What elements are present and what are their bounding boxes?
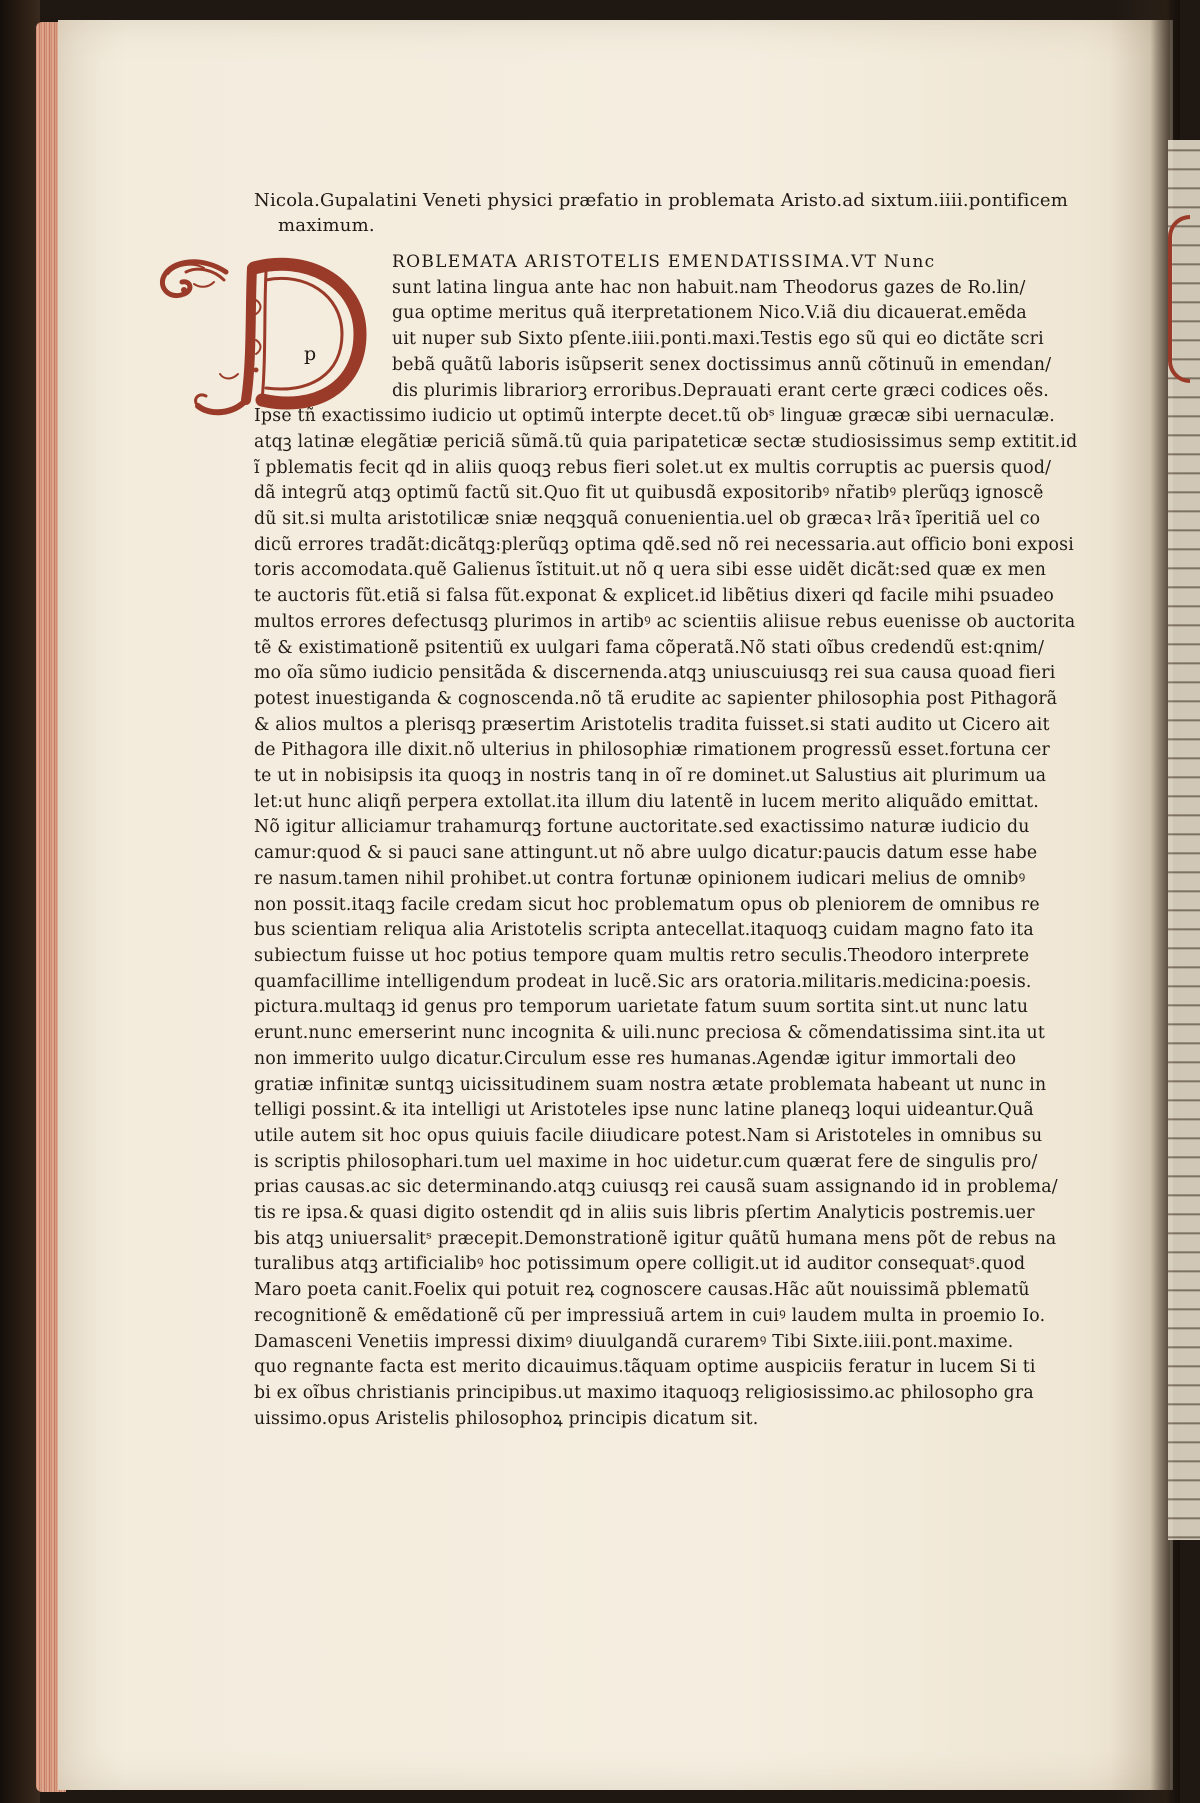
- text-line: tis re ipsa.& quasi digito ostendit qd in aliis suis libris pſertim Analyticis postremis.uer: [254, 1203, 1035, 1224]
- text-line: ROBLEMATA ARISTOTELIS EMENDATISSIMA.VT Nunc: [392, 252, 936, 272]
- text-line: turalibus atqꝫ artificialibꝰ hoc potissimum opere colligit.ut id auditor consequatˢ.quod: [254, 1254, 1026, 1275]
- text-line: Maro poeta canit.Foelix qui potuit reꝝ cognoscere causas.Hãc aũt nouissimã pblematũ: [254, 1280, 1030, 1301]
- text-line: pictura.multaqꝫ id genus pro temporum uarietate fatum suum sortita sint.ut nunc latu: [254, 997, 1029, 1018]
- facing-page-initial: [1168, 215, 1190, 383]
- preface-heading-continued: maximum.: [278, 215, 375, 236]
- text-line: non immerito uulgo dicatur.Circulum esse res humanas.Agendæ igitur immortali deo: [254, 1048, 1017, 1069]
- text-line: Damasceni Venetiis impressi diximꝰ diuulgandã curaremꝰ Tibi Sixte.iiii.pont.maxime.: [254, 1331, 1014, 1352]
- text-line: mo oĩa sũmo iudicio pensitãda & discernenda.atqꝫ uniuscuiusqꝫ rei sua causa quoad fieri: [254, 663, 1056, 684]
- text-line: te auctoris fũt.etiã si falsa fũt.exponat & explicet.id libẽtius dixeri qd facile mihi psuadeo: [254, 586, 1055, 607]
- text-line: let:ut hunc aliqñ perpera extollat.ita illum diu latentẽ in lucem merito aliquãdo emittat.: [254, 791, 1039, 812]
- text-line: is scriptis philosophari.tum uel maxime in hoc uidetur.cum quærat fere de singulis pro/: [254, 1151, 1038, 1172]
- text-line: dũ sit.si multa aristotilicæ sniæ neqꝫquã conuenientia.uel ob græcaꝛ lrãꝛ ĩperitiã uel co: [254, 509, 1041, 530]
- text-line: uissimo.opus Aristelis philosophoꝝ principis dicatum sit.: [254, 1408, 759, 1429]
- text-line: quo regnante facta est merito dicauimus.tãquam optime auspiciis feratur in lucem Si ti: [254, 1357, 1036, 1378]
- text-line: dicũ errores tradãt:dicãtqꝫ:plerũqꝫ optima qdẽ.sed nõ rei necessaria.aut officio boni exposi: [254, 534, 1074, 555]
- text-line: bis atqꝫ uniuersalitˢ præcepit.Demonstrationẽ igitur quãtũ humana mens põt de rebus na: [254, 1228, 1057, 1249]
- text-line: bus scientiam reliqua alia Aristotelis scripta antecellat.itaquoqꝫ cuidam magno fato ita: [254, 920, 1034, 941]
- text-line: de Pithagora ille dixit.nõ ulterius in philosophiæ rimationem progressũ esset.fortuna cer: [254, 740, 1050, 761]
- text-line: bi ex oĩbus christianis principibus.ut maximo itaquoqꝫ religiosissimo.ac philosopho gra: [254, 1382, 1034, 1403]
- text-line: telligi possint.& ita intelligi ut Aristoteles ipse nunc latine planeqꝫ loqui uideantur.Quã: [254, 1100, 1034, 1121]
- text-line: prias causas.ac sic determinando.atqꝫ cuiusqꝫ rei causã suam assignando id in problema/: [254, 1177, 1058, 1198]
- text-line: gratiæ infinitæ suntqꝫ uicissitudinem suam nostra ætate problemata habeant ut nunc in: [254, 1074, 1047, 1095]
- text-line: ĩ pblematis fecit qd in aliis quoqꝫ rebus fieri solet.ut ex multis corruptis ac puersis quod/: [254, 457, 1052, 478]
- text-block: [254, 188, 1104, 1432]
- text-line: atqꝫ latinæ elegãtiæ periciã sũmã.tũ quia paripateticæ sectæ studiosissimus semp extitit.id: [254, 431, 1078, 452]
- text-line: te ut in nobisipsis ita quoqꝫ in nostris tanq in oĩ re dominet.ut Salustius ait plurimum ua: [254, 766, 1047, 787]
- text-line: subiectum fuisse ut hoc potius tempore quam multis retro seculis.Theodoro interprete: [254, 945, 1030, 966]
- text-line: toris accomodata.quẽ Galienus ĩstituit.ut nõ q uera sibi esse uidẽt dicãt:sed quæ ex men: [254, 560, 1047, 581]
- text-line: erunt.nunc emerserint nunc incognita & uili.nunc preciosa & cõmendatissima sint.ita ut: [254, 1023, 1046, 1044]
- text-line: multos errores defectusqꝫ plurimos in artibꝰ ac scientiis aliisue rebus euenisse ob auctorita: [254, 611, 1076, 632]
- text-line: tẽ & existimationẽ psitentiũ ex uulgari fama cõperatã.Nõ stati oĩbus credendũ est:qnim/: [254, 637, 1045, 658]
- text-line: Ipse tñ exactissimo iudicio ut optimũ interpte decet.tũ obˢ linguæ græcæ sibi uernaculæ.: [254, 406, 1055, 427]
- text-line: re nasum.tamen nihil prohibet.ut contra fortunæ opinionem iudicari melius de omnibꝰ: [254, 868, 1026, 889]
- illuminated-initial-p: [154, 250, 378, 420]
- text-line: dã integrũ atqꝫ optimũ factũ sit.Quo fit ut quibusdã expositoribꝰ nr̃atibꝰ plerũqꝫ ignoscẽ: [254, 483, 1044, 504]
- text-line: dis plurimis librariorꝫ erroribus.Deprauati erant certe græci codices oẽs.: [392, 380, 1049, 401]
- text-line: bebã quãtũ laboris isũpserit senex doctissimus annũ cõtinuũ in emendan/: [392, 354, 1052, 375]
- text-line: non possit.itaqꝫ facile credam sicut hoc problematum opus ob pleniorem de omnibus re: [254, 894, 1040, 915]
- text-line: utile autem sit hoc opus quiuis facile diiudicare potest.Nam si Aristoteles in omnibus su: [254, 1125, 1043, 1146]
- text-line: & alios multos a plerisqꝫ præsertim Aristotelis tradita fuisset.si stati audito ut Cicero ait: [254, 714, 1050, 735]
- text-line: recognitionẽ & emẽdationẽ cũ per impressiuã artem in cuiꝰ laudem multa in proemio Io.: [254, 1305, 1046, 1326]
- printer-guide-letter: p: [304, 343, 317, 365]
- text-line: uit nuper sub Sixto pſente.iiii.ponti.maxi.Testis ego sũ qui eo dictãte scri: [392, 329, 1044, 350]
- preface-body: [254, 250, 1104, 1432]
- text-line: gua optime meritus quã iterpretationem Nico.V.iã diu dicauerat.emẽda: [392, 303, 1027, 324]
- preface-heading: Nicola.Gupalatini Veneti physici præfatio in problemata Aristo.ad sixtum.iiii.pontificem: [254, 190, 1068, 211]
- text-line: quamfacillime intelligendum prodeat in lucẽ.Sic ars oratoria.militaris.medicina:poesis.: [254, 971, 1032, 992]
- text-line: Nõ igitur alliciamur trahamurqꝫ fortune auctoritate.sed exactissimo naturæ iudicio du: [254, 817, 1030, 838]
- text-line: camur:quod & si pauci sane attingunt.ut nõ abre uulgo dicatur:paucis datum esse habe: [254, 843, 1038, 864]
- book-binding: [0, 0, 40, 1803]
- text-line: potest inuestiganda & cognoscenda.nõ tã erudite ac sapienter philosophia post Pithagorã: [254, 688, 1058, 709]
- text-line: sunt latina lingua ante hac non habuit.nam Theodorus gazes de Ro.lin/: [392, 277, 1026, 298]
